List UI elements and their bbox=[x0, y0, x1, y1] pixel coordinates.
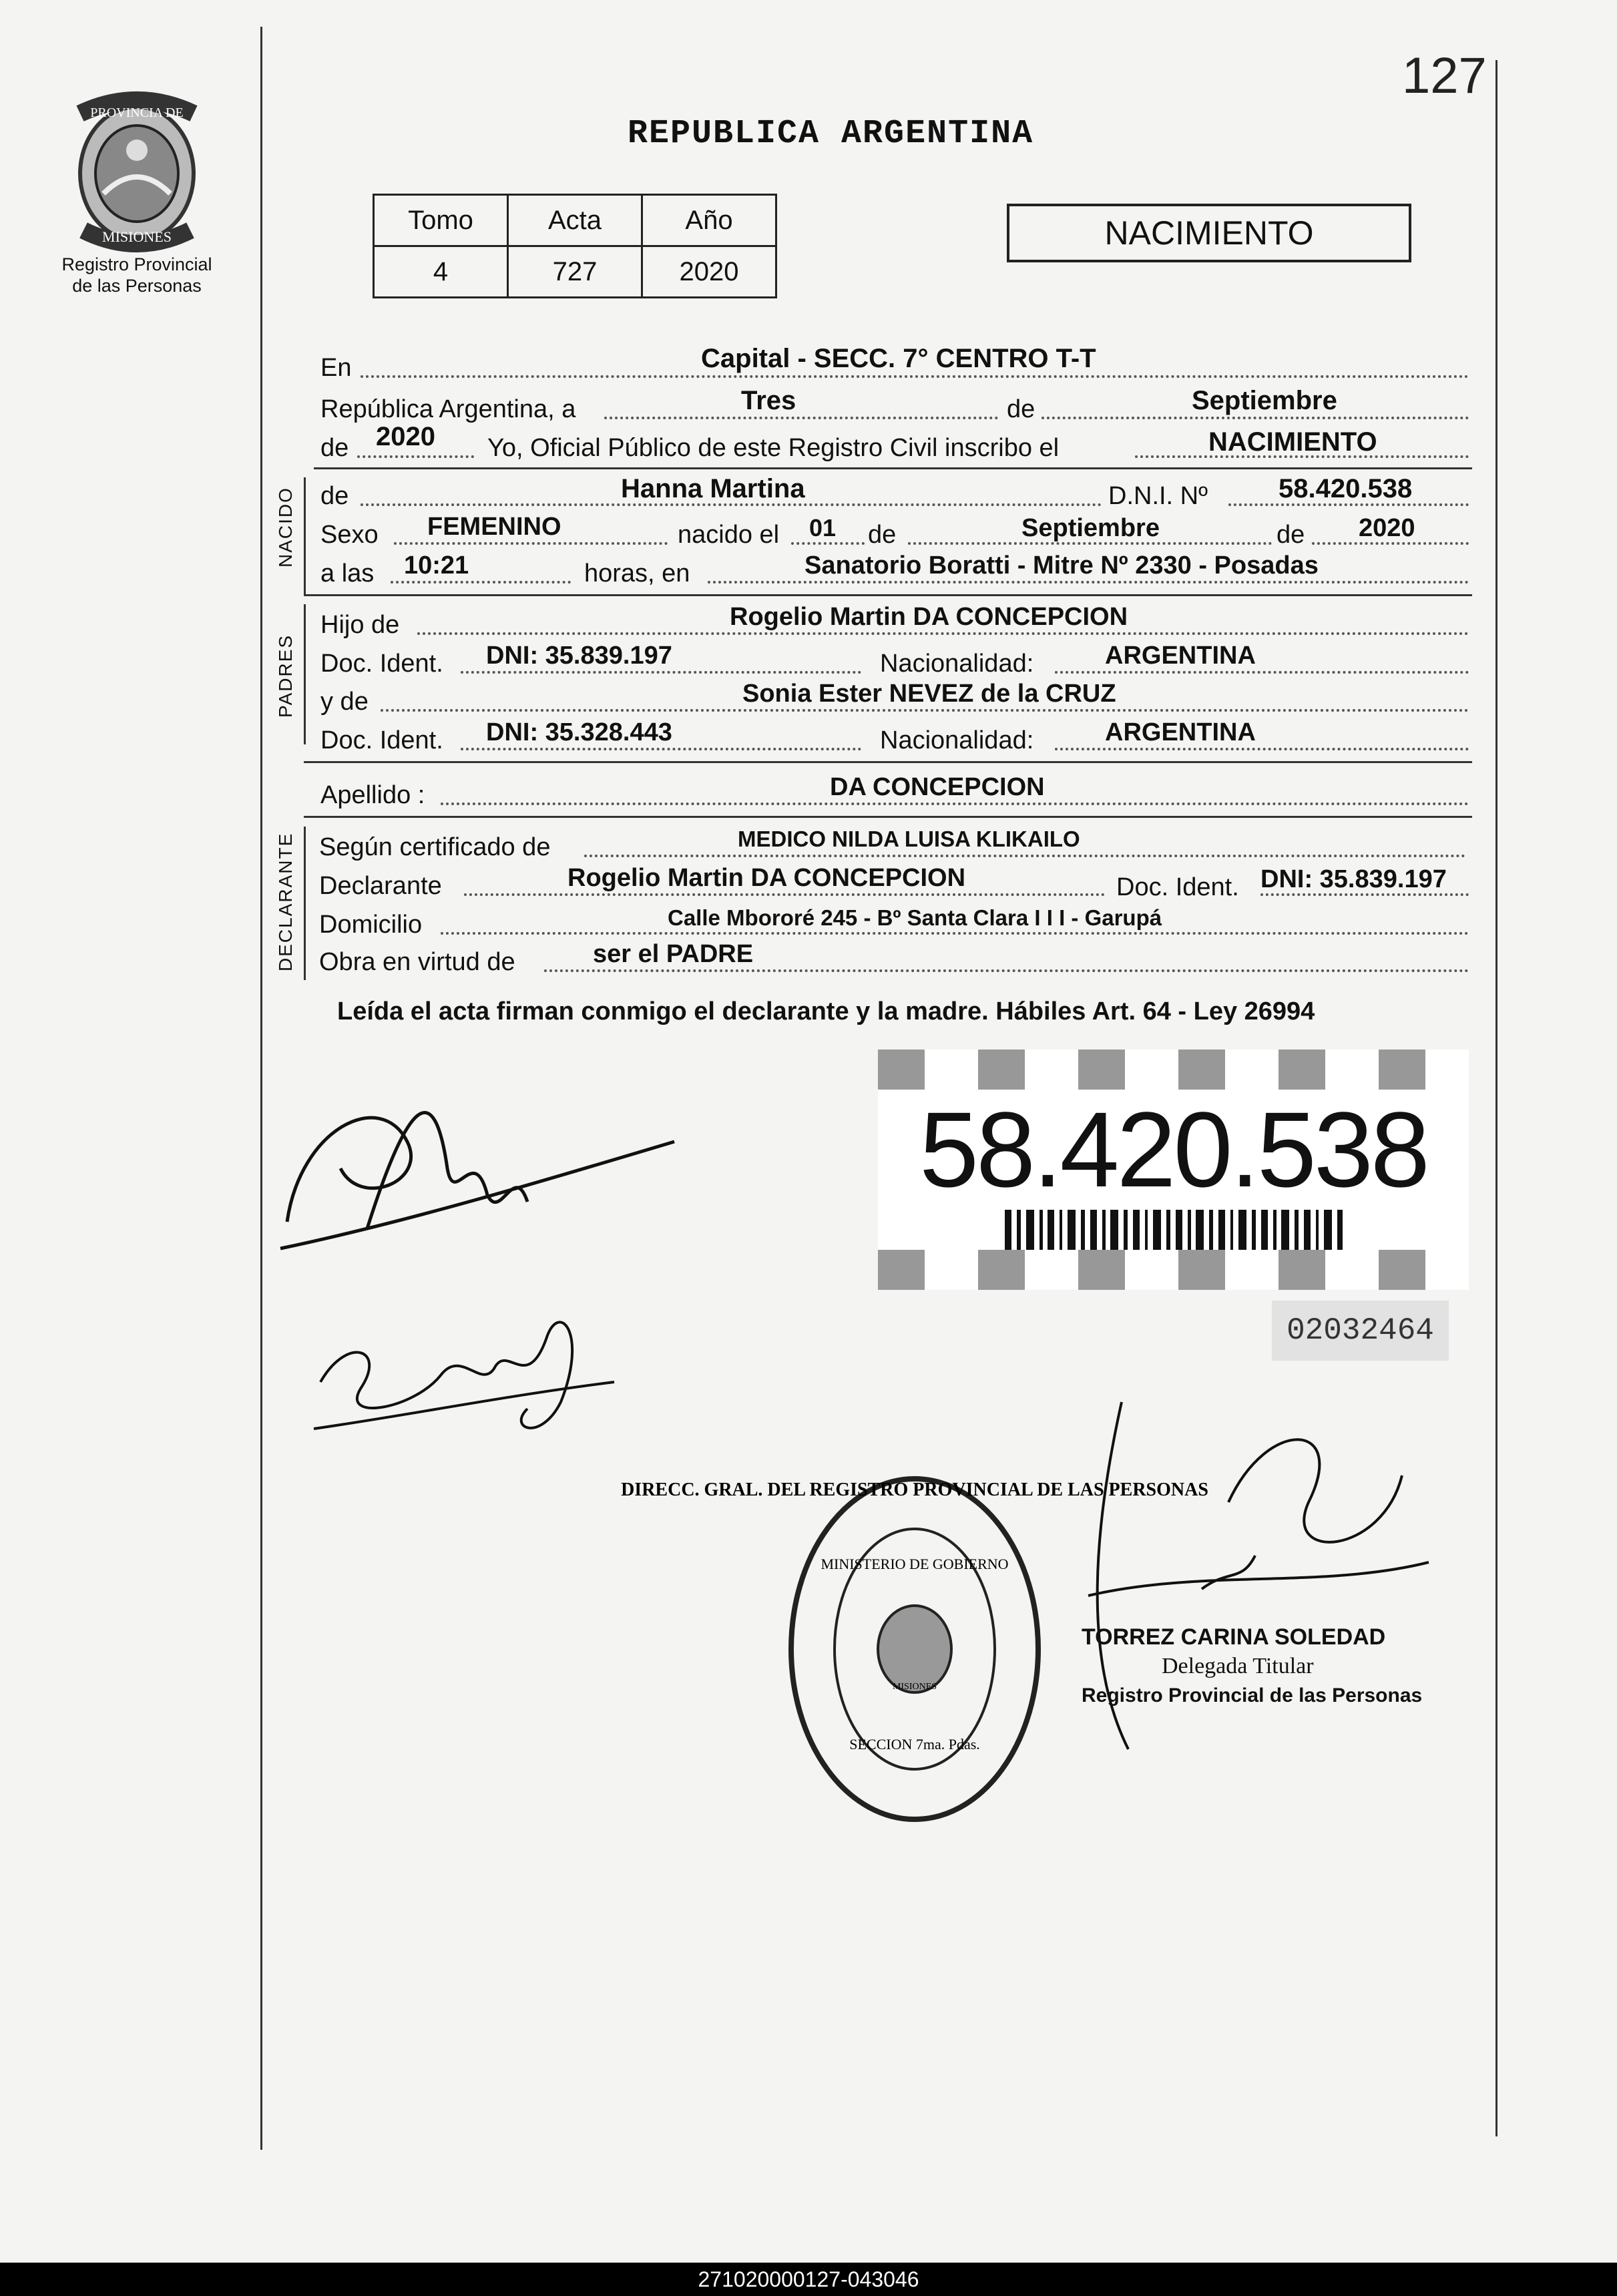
father-nationality: ARGENTINA bbox=[1105, 642, 1256, 670]
issuer-name bbox=[40, 254, 234, 296]
stamp-ring-text: DIRECC. GRAL. DEL REGISTRO PROVINCIAL DE LAS PERSONAS bbox=[621, 1479, 1208, 1500]
declarante-section-label: DECLARANTE bbox=[275, 832, 296, 971]
nacido-el-label: nacido el bbox=[678, 521, 780, 549]
de-label-2: de bbox=[320, 434, 349, 462]
apellido-label: Apellido : bbox=[320, 781, 425, 809]
nacido-de-label-3: de bbox=[1277, 521, 1305, 549]
certifier: MEDICO NILDA LUISA KLIKAILO bbox=[738, 827, 1080, 851]
declarant-signature bbox=[274, 1062, 688, 1282]
nacido-section-label: NACIDO bbox=[275, 487, 296, 567]
barcode-icon bbox=[1005, 1210, 1345, 1250]
segun-label: Según certificado de bbox=[319, 833, 551, 861]
birth-day: 01 bbox=[809, 514, 837, 541]
anio-value: 2020 bbox=[642, 246, 776, 298]
document-title: REPUBLICA ARGENTINA bbox=[628, 115, 1034, 153]
provincial-seal bbox=[67, 93, 207, 247]
obra-label: Obra en virtud de bbox=[319, 948, 515, 976]
tomo-value: 4 bbox=[374, 246, 508, 298]
mother-name: Sonia Ester NEVEZ de la CRUZ bbox=[742, 680, 1116, 708]
declarant-name: Rogelio Martin DA CONCEPCION bbox=[567, 864, 966, 892]
mother-doc: DNI: 35.328.443 bbox=[486, 718, 672, 746]
birth-place: Sanatorio Boratti - Mitre Nº 2330 - Posadas bbox=[804, 551, 1319, 580]
birth-time: 10:21 bbox=[404, 551, 469, 580]
father-name: Rogelio Martin DA CONCEPCION bbox=[730, 603, 1128, 631]
control-number: 02032464 bbox=[1272, 1301, 1449, 1361]
declarant-address: Calle Mbororé 245 - Bº Santa Clara I I I - Garupá bbox=[668, 905, 1162, 930]
record-type-box: NACIMIENTO bbox=[1007, 204, 1411, 262]
yo-text: Yo, Oficial Público de este Registro Civil inscribo el bbox=[487, 434, 1060, 462]
registration-month: Septiembre bbox=[1192, 386, 1337, 415]
acta-header: Acta bbox=[508, 195, 642, 246]
official-office: Registro Provincial de las Personas bbox=[1082, 1684, 1423, 1706]
stamp-center-text: MISIONES bbox=[892, 1682, 937, 1692]
dni-label: D.N.I. Nº bbox=[1108, 482, 1208, 510]
birth-year: 2020 bbox=[1359, 514, 1415, 542]
father-doc-label: Doc. Ident. bbox=[320, 650, 443, 678]
tomo-acta-anio-table bbox=[373, 194, 777, 298]
y-de-label: y de bbox=[320, 688, 369, 716]
mother-nat-label: Nacionalidad: bbox=[880, 726, 1034, 754]
republica-label: República Argentina, a bbox=[320, 395, 576, 423]
father-nat-label: Nacionalidad: bbox=[880, 650, 1034, 678]
official-title: Delegada Titular bbox=[1162, 1654, 1314, 1678]
seal-bottom-text: MISIONES bbox=[102, 228, 172, 245]
seal-top-text: PROVINCIA DE bbox=[90, 105, 184, 120]
tomo-header: Tomo bbox=[374, 195, 508, 246]
place-registration: Capital - SECC. 7° CENTRO T-T bbox=[701, 344, 1096, 373]
child-name: Hanna Martina bbox=[621, 474, 805, 503]
mother-nationality: ARGENTINA bbox=[1105, 718, 1256, 746]
sexo-label: Sexo bbox=[320, 521, 379, 549]
official-stamp bbox=[621, 1469, 1208, 1829]
footer-reference: 271020000127-043046 bbox=[0, 2263, 1617, 2296]
padres-section-label: PADRES bbox=[275, 634, 296, 718]
dni-sticker bbox=[878, 1050, 1469, 1290]
declarant-doc-label: Doc. Ident. bbox=[1116, 873, 1239, 901]
child-dni: 58.420.538 bbox=[1279, 474, 1413, 503]
domicilio-label: Domicilio bbox=[319, 911, 423, 939]
child-sex: FEMENINO bbox=[427, 513, 561, 541]
declarant-doc: DNI: 35.839.197 bbox=[1260, 865, 1447, 893]
a-las-label: a las bbox=[320, 559, 375, 588]
stamp-ministry-text: MINISTERIO DE GOBIERNO bbox=[821, 1556, 1009, 1572]
issuer-line-2: de las Personas bbox=[72, 276, 202, 296]
declarante-label: Declarante bbox=[319, 872, 442, 900]
anio-header: Año bbox=[642, 195, 776, 246]
father-doc: DNI: 35.839.197 bbox=[486, 642, 672, 670]
registration-day: Tres bbox=[741, 386, 796, 415]
nacido-de-label: de bbox=[320, 482, 349, 510]
registration-year: 2020 bbox=[376, 422, 435, 451]
inscribed-event: NACIMIENTO bbox=[1208, 427, 1377, 457]
acta-value: 727 bbox=[508, 246, 642, 298]
horas-label: horas, en bbox=[584, 559, 690, 588]
birth-month: Septiembre bbox=[1021, 514, 1160, 542]
closing-statement: Leída el acta firman conmigo el declarante y la madre. Hábiles Art. 64 - Ley 26994 bbox=[337, 997, 1315, 1025]
en-label: En bbox=[320, 354, 352, 382]
nacido-de-label-2: de bbox=[868, 521, 897, 549]
official-block bbox=[1082, 1622, 1422, 1710]
official-name: TORREZ CARINA SOLEDAD bbox=[1082, 1624, 1386, 1650]
hijo-de-label: Hijo de bbox=[320, 611, 400, 639]
capacity: ser el PADRE bbox=[593, 940, 754, 968]
mother-signature bbox=[307, 1295, 641, 1469]
de-label-1: de bbox=[1007, 395, 1035, 423]
sticker-dni-number: 58.420.538 bbox=[919, 1090, 1427, 1209]
surname: DA CONCEPCION bbox=[830, 773, 1045, 801]
issuer-line-1: Registro Provincial bbox=[61, 254, 212, 274]
page-number: 127 bbox=[1402, 47, 1487, 104]
mother-doc-label: Doc. Ident. bbox=[320, 726, 443, 754]
stamp-section-text: SECCION 7ma. Pdas. bbox=[849, 1736, 980, 1753]
